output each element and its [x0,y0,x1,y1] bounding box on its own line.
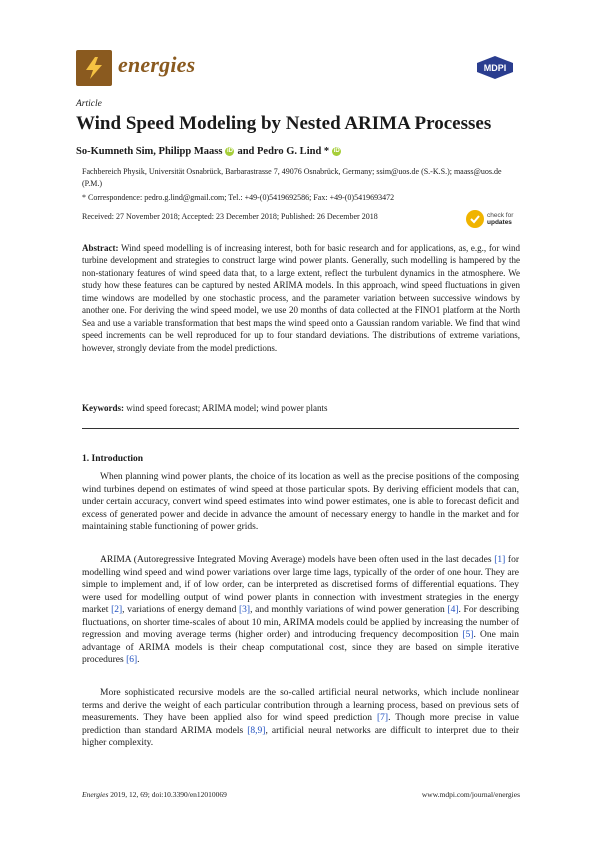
paragraph [82,687,519,750]
mdpi-shield-icon [475,55,515,80]
check-updates-line1: check for [487,212,514,219]
text: ARIMA (Autoregressive Integrated Moving Average) models have been often used in the last decades [100,555,495,565]
text: , artificial neural networks are difficult to interpret due to their higher complexity. [82,725,519,748]
author-names: So-Kumneth Sim, Philipp Maass [76,146,223,157]
text: for modelling wind speed and wind power variations over large time lags, typically of the order of one hour. They are simple to implement and, if of low order, can be interpreted as discretised forms of differential equations. They were used for modelling output of wind power plants in connection with investment strategies in the energy market [82,555,519,615]
keywords-text: wind speed forecast; ARIMA model; wind power plants [126,403,328,413]
orcid-icon[interactable]: iD [226,148,233,154]
publication-dates: Received: 27 November 2018; Accepted: 23 December 2018; Published: 26 December 2018 [82,212,378,221]
citation-link[interactable]: [2] [111,605,123,615]
abstract-label: Abstract: [82,243,119,253]
check-updates-line2: updates [487,219,512,226]
text: , variations of energy demand [122,605,239,615]
text: . For describing fluctuations, on shorter time-scales of about 10 min, ARIMA models could be applied by increasing the number of regression and moving average terms (higher order) and introducing frequency decomposition [82,605,519,640]
citation-link[interactable]: [6] [126,655,138,665]
citation-link[interactable]: [8,9] [247,725,266,736]
keywords [82,403,520,413]
footer-citation [82,790,227,799]
footer-journal: Energies [82,790,109,799]
citation-link[interactable]: [5] [462,630,474,640]
text: More sophisticated recursive models are the so-called artificial neural networks, which include nonlinear terms and derive the weight of each particular contribution through a learning process, based on previous sets of measurements. They have been applied also for wind speed prediction [82,688,519,723]
journal-name[interactable]: energies [118,52,196,77]
abstract [82,242,520,354]
affiliation: Fachbereich Physik, Universität Osnabrück, Barbarastrasse 7, 49076 Osnabrück, Germany; ssim@uos.de (S.-K.S.); maass@uos.de (P.M.) [82,167,502,188]
section-title: 1. Introduction [82,454,144,464]
text: . Though more precise in value prediction than standard ARIMA models [82,713,520,736]
section-divider [82,428,519,429]
footer-url[interactable]: www.mdpi.com/journal/energies [421,790,520,799]
lightning-icon [81,55,107,81]
footer-doi: 2019, 12, 69; doi:10.3390/en12010069 [108,790,227,799]
citation-link[interactable]: [3] [239,605,251,615]
author-last: and Pedro G. Lind * [237,146,330,157]
text: . [137,655,140,665]
keywords-label: Keywords: [82,403,124,413]
citation-link[interactable]: [1] [494,555,506,565]
check-updates-icon [466,210,484,228]
mdpi-logo[interactable] [475,55,515,80]
text: , and monthly variations of wind power generation [250,605,448,615]
author-list [76,146,341,157]
orcid-icon[interactable]: iD [333,148,340,154]
mdpi-label: MDPI [483,63,507,73]
check-for-updates-button[interactable] [466,207,526,231]
correspondence: * Correspondence: pedro.g.lind@gmail.com; Tel.: +49-(0)5419692586; Fax: +49-(0)5419693472 [82,193,395,202]
citation-link[interactable]: [7] [377,713,389,723]
article-type: Article [76,99,102,109]
paragraph: When planning wind power plants, the choice of its location as well as the precise positions of the composing wind turbines depend on estimates of wind speed at those particular spots. By deriving efficient models that can, under certain accuracy, convert wind speed estimates into wind power estimates, one is able to forecast deficit and excess of generated power and decide in advance the amount of necessary energy to handle in the market and for maintaining stable functioning of power grids. [82,472,519,532]
paragraph [82,554,519,667]
journal-logo [76,50,112,86]
paper-title: Wind Speed Modeling by Nested ARIMA Processes [76,113,492,134]
text: . One main advantage of ARIMA models is their cheap computational cost, since they are based on simple iterative procedures [82,630,519,665]
citation-link[interactable]: [4] [447,605,459,615]
abstract-text: Wind speed modelling is of increasing interest, both for basic research and for applications, as, e.g., for wind turbine development and strategies to construct large wind power plants. Generally, such modelling is hampered by the non-stationary features of wind speed data that, to a large extent, reflect the turbulent dynamics in the atmosphere. We study how these features can be captured by nested ARIMA models. In this approach, wind speed fluctuations in given time windows are modelled by one stochastic process, and the parameter variation between successive windows by another one. For deriving the wind speed model, we use 20 months of data collected at the FINO1 platform at the North Sea and use a variable transformation that best maps the wind speed onto a Gaussian random variable. We find that wind speed increments can be well reproduced for up to four standard deviations. The distributions of extreme variations, however, strongly deviate from the model predictions. [82,243,520,353]
